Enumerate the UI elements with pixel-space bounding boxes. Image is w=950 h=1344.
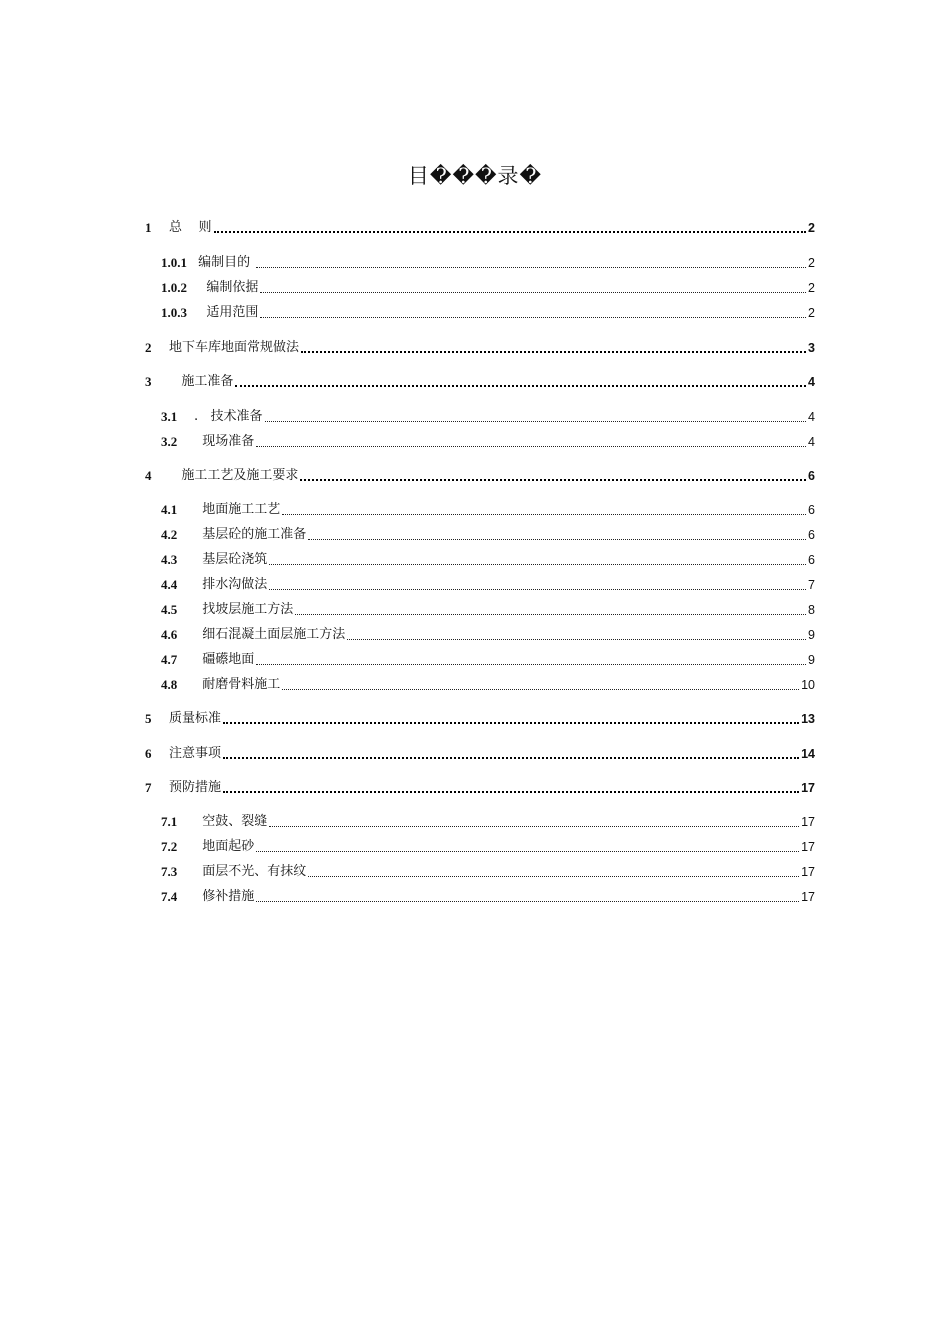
toc-section-entry[interactable]	[145, 405, 815, 425]
dot-leader	[256, 445, 806, 447]
dot-leader	[282, 513, 806, 515]
toc-entry-number: 4.8	[161, 677, 178, 692]
toc-entry-number: 5	[145, 711, 152, 726]
toc-chapter-entry[interactable]	[145, 707, 815, 727]
dot-leader	[223, 721, 799, 724]
toc-entry-label: 施工工艺及施工要求	[169, 468, 299, 483]
toc-entry-page-number: 4	[808, 435, 815, 449]
toc-entry-number: 1.0.1	[161, 255, 187, 270]
dot-leader	[256, 900, 799, 902]
toc-entry-label: 编制目的	[194, 255, 255, 270]
toc-entry-page-number: 13	[801, 712, 815, 726]
toc-section-entry[interactable]	[145, 498, 815, 518]
toc-entry-page-number: 2	[808, 256, 815, 270]
toc-chapter-entry[interactable]	[145, 776, 815, 796]
dot-leader	[308, 875, 799, 877]
toc-entry-page-number: 14	[801, 747, 815, 761]
dot-leader	[265, 420, 807, 422]
toc-entry-page-number: 8	[808, 603, 815, 617]
toc-entry-page-number: 6	[808, 553, 815, 567]
toc-section-entry[interactable]	[145, 251, 815, 271]
toc-entry-page-number: 2	[808, 221, 815, 235]
toc-entry-label: 质量标准	[169, 711, 222, 726]
toc-entry-label: 地下车库地面常规做法	[169, 340, 300, 355]
toc-entry-label: 基层砼浇筑	[194, 552, 268, 567]
toc-entry-number: 3.1	[161, 409, 178, 424]
dot-leader	[256, 663, 806, 665]
toc-entry-label: 修补措施	[194, 889, 255, 904]
dot-leader	[308, 538, 806, 540]
toc-entry-page-number: 17	[801, 890, 815, 904]
toc-entry-label: 现场准备	[194, 434, 255, 449]
toc-entry-number: 3	[145, 374, 152, 389]
dot-leader	[347, 638, 806, 640]
toc-entry-number: 7.2	[161, 839, 178, 854]
toc-entry-label: 基层砼的施工准备	[194, 527, 307, 542]
dot-leader	[269, 825, 799, 827]
toc-entry-number: 4.5	[161, 602, 178, 617]
toc-entry-page-number: 9	[808, 628, 815, 642]
dot-leader	[260, 291, 806, 293]
toc-entry-label: 面层不光、有抹纹	[194, 864, 307, 879]
toc-section-entry[interactable]	[145, 673, 815, 693]
toc-entry-page-number: 17	[801, 865, 815, 879]
dot-leader	[223, 756, 799, 759]
toc-entry-number: 1.0.2	[161, 280, 187, 295]
toc-entry-number: 4.6	[161, 627, 178, 642]
toc-entry-label: 礓礤地面	[194, 652, 255, 667]
toc-entry-label: 施工准备	[169, 374, 234, 389]
toc-entry-number: 1	[145, 220, 152, 235]
toc-entry-page-number: 4	[808, 410, 815, 424]
toc-entry-label: 地面施工工艺	[194, 502, 281, 517]
toc-section-entry[interactable]	[145, 548, 815, 568]
dot-leader	[300, 478, 806, 481]
toc-entry-number: 4.2	[161, 527, 178, 542]
toc-section-entry[interactable]	[145, 523, 815, 543]
toc-entry-page-number: 6	[808, 503, 815, 517]
toc-chapter-entry[interactable]	[145, 216, 815, 236]
dot-leader	[295, 613, 806, 615]
toc-entry-page-number: 17	[801, 840, 815, 854]
toc-section-entry[interactable]	[145, 573, 815, 593]
toc-entry-number: 4	[145, 468, 152, 483]
dot-leader	[269, 563, 806, 565]
toc-section-entry[interactable]	[145, 810, 815, 830]
toc-chapter-entry[interactable]	[145, 464, 815, 484]
dot-leader	[301, 350, 806, 353]
toc-entry-label: 耐磨骨料施工	[194, 677, 281, 692]
toc-entry-page-number: 2	[808, 306, 815, 320]
toc-entry-label: 适用范围	[194, 305, 259, 320]
toc-entry-number: 7.1	[161, 814, 178, 829]
toc-entry-page-number: 9	[808, 653, 815, 667]
toc-section-entry[interactable]	[145, 860, 815, 880]
toc-entry-number: 7.3	[161, 864, 178, 879]
toc-entry-label: 地面起砂	[194, 839, 255, 854]
toc-entry-label: 总 则	[169, 220, 212, 235]
toc-section-entry[interactable]	[145, 430, 815, 450]
toc-section-entry[interactable]	[145, 598, 815, 618]
toc-entry-page-number: 4	[808, 375, 815, 389]
toc-entry-number: 4.7	[161, 652, 178, 667]
toc-entry-number: 1.0.3	[161, 305, 187, 320]
toc-entry-number: 2	[145, 340, 152, 355]
toc-entry-page-number: 17	[801, 781, 815, 795]
toc-chapter-entry[interactable]	[145, 742, 815, 762]
toc-entry-label: 排水沟做法	[194, 577, 268, 592]
toc-entry-number: 3.2	[161, 434, 178, 449]
toc-entry-page-number: 7	[808, 578, 815, 592]
toc-section-entry[interactable]	[145, 301, 815, 321]
toc-entry-label: 空鼓、裂缝	[194, 814, 268, 829]
toc-entry-number: 4.3	[161, 552, 178, 567]
toc-chapter-entry[interactable]	[145, 370, 815, 390]
toc-entry-number: 7	[145, 780, 152, 795]
dot-leader	[223, 790, 799, 793]
toc-entry-number: 7.4	[161, 889, 178, 904]
toc-entry-number: 6	[145, 746, 152, 761]
dot-leader	[269, 588, 806, 590]
dot-leader	[256, 850, 799, 852]
dot-leader	[260, 316, 806, 318]
toc-entry-number: 4.1	[161, 502, 178, 517]
toc-entry-number: 4.4	[161, 577, 178, 592]
toc-section-entry[interactable]	[145, 885, 815, 905]
toc-section-entry[interactable]	[145, 835, 815, 855]
toc-section-entry[interactable]	[145, 276, 815, 296]
toc-entry-label: 编制依据	[194, 280, 259, 295]
dot-leader	[235, 384, 806, 387]
toc-entry-label: 注意事项	[169, 746, 222, 761]
toc-chapter-entry[interactable]	[145, 336, 815, 356]
dot-leader	[214, 230, 807, 233]
dot-leader	[256, 266, 806, 268]
toc-entry-page-number: 2	[808, 281, 815, 295]
toc-section-entry[interactable]	[145, 623, 815, 643]
toc-section-entry[interactable]	[145, 648, 815, 668]
toc-entry-page-number: 6	[808, 528, 815, 542]
toc-entry-page-number: 3	[808, 341, 815, 355]
toc-entry-label: 找坡层施工方法	[194, 602, 294, 617]
toc-title: 目���录�	[407, 164, 543, 188]
toc-entry-label: 预防措施	[169, 780, 222, 795]
toc-entry-page-number: 6	[808, 469, 815, 483]
toc-entry-page-number: 10	[801, 678, 815, 692]
toc-entry-label: 细石混凝土面层施工方法	[194, 627, 346, 642]
dot-leader	[282, 688, 799, 690]
toc-entry-page-number: 17	[801, 815, 815, 829]
toc-entry-label: . 技术准备	[194, 409, 263, 424]
